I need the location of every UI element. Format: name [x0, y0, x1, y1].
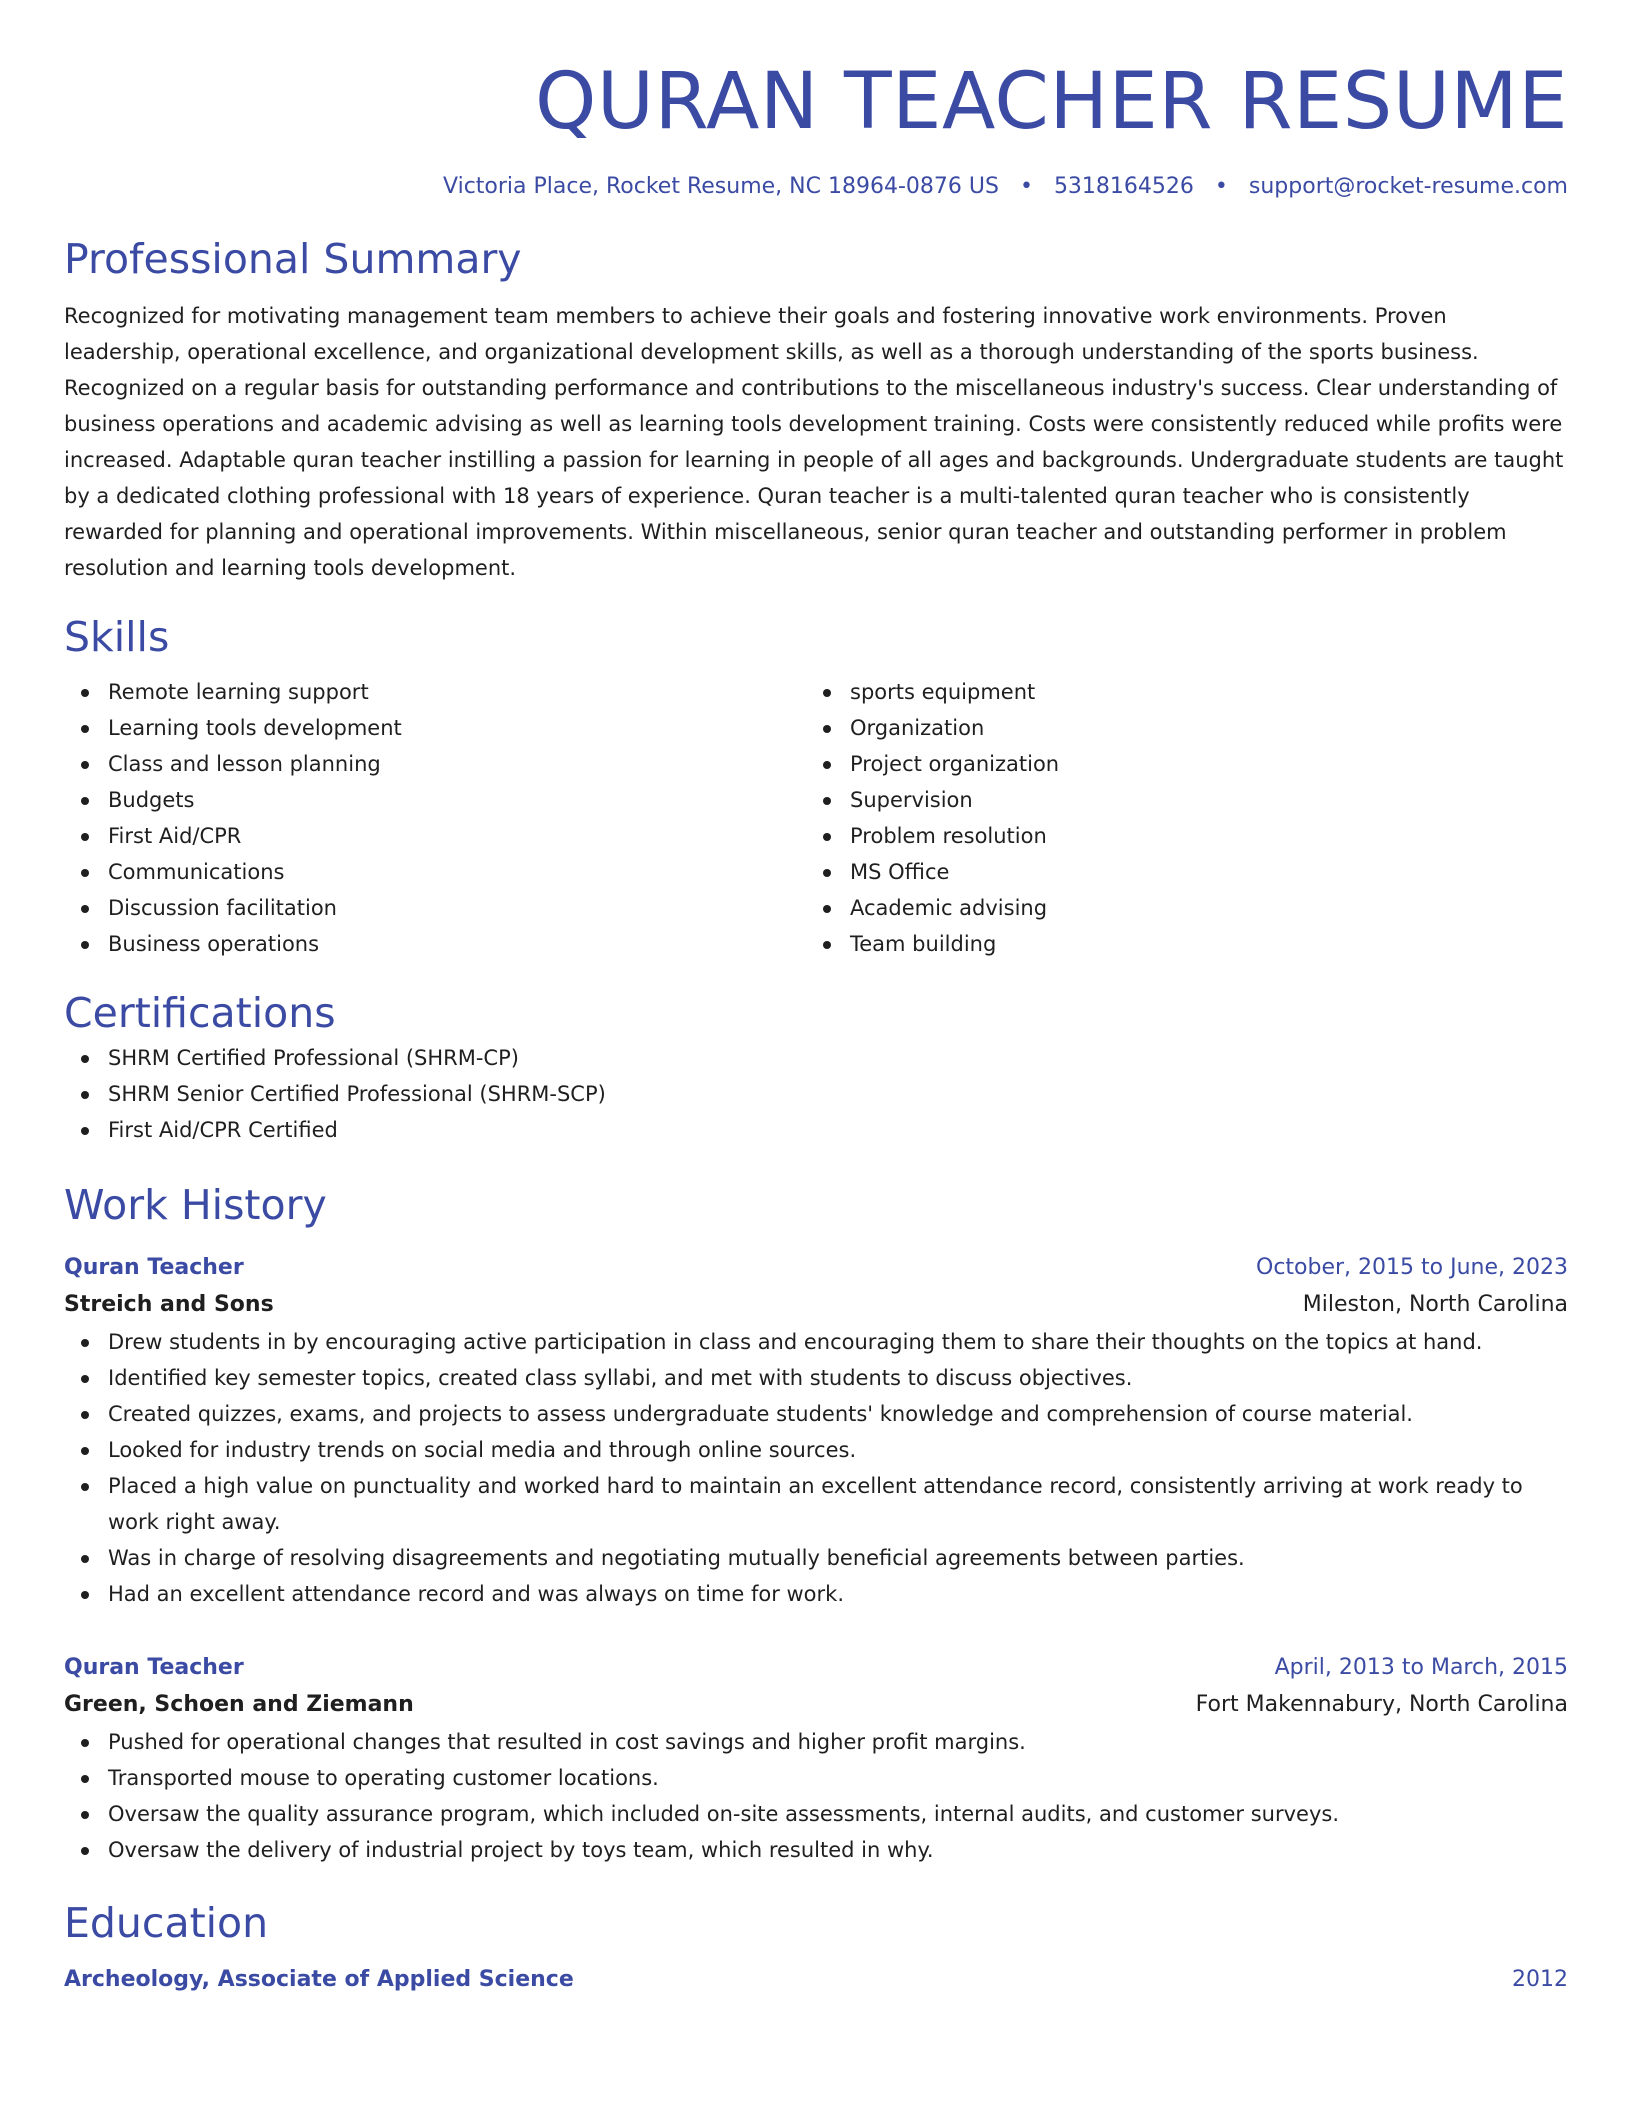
certification-item: First Aid/CPR Certified	[64, 1112, 1568, 1148]
job-dates: October, 2015 to June, 2023	[1256, 1255, 1568, 1280]
education-heading: Education	[64, 1899, 269, 1947]
contact-phone: 5318164526	[1053, 174, 1194, 199]
job-bullet: Placed a high value on punctuality and worked hard to maintain an excellent attendance record, consistently arriving at work ready to work right away.	[64, 1468, 1568, 1540]
job-company: Streich and Sons	[64, 1292, 274, 1317]
job-company: Green, Schoen and Ziemann	[64, 1692, 414, 1717]
job-dates: April, 2013 to March, 2015	[1274, 1655, 1568, 1680]
education-year: 2012	[1512, 1967, 1568, 1992]
skill-item: First Aid/CPR	[64, 818, 806, 854]
contact-separator: •	[1214, 174, 1228, 199]
skills-heading: Skills	[64, 613, 170, 661]
skill-item: Business operations	[64, 926, 806, 962]
job-bullet: Oversaw the quality assurance program, which included on-site assessments, internal audits, and customer surveys.	[64, 1796, 1568, 1832]
contact-separator: •	[1019, 174, 1033, 199]
contact-email: support@rocket-resume.com	[1248, 174, 1568, 199]
job-bullets	[64, 1324, 1568, 1612]
job-title-row	[64, 1650, 1568, 1686]
skills-list-right	[806, 674, 1548, 962]
skill-item: Learning tools development	[64, 710, 806, 746]
job-location: Fort Makennabury, North Carolina	[1195, 1692, 1568, 1717]
summary-heading: Professional Summary	[64, 235, 522, 283]
job-bullet: Transported mouse to operating customer locations.	[64, 1760, 1568, 1796]
job-entry	[64, 1250, 1568, 1612]
resume-name: QURAN TEACHER RESUME	[535, 57, 1568, 147]
skill-item: Academic advising	[806, 890, 1548, 926]
job-bullet: Looked for industry trends on social media and through online sources.	[64, 1432, 1568, 1468]
job-title-row	[64, 1250, 1568, 1286]
contact-address: Victoria Place, Rocket Resume, NC 18964-0876 US	[443, 174, 999, 199]
certifications-heading: Certifications	[64, 989, 336, 1037]
job-location: Mileston, North Carolina	[1302, 1292, 1568, 1317]
skills-column-right	[806, 674, 1548, 962]
certification-item: SHRM Certified Professional (SHRM-CP)	[64, 1040, 1568, 1076]
job-bullet: Was in charge of resolving disagreements and negotiating mutually beneficial agreements between parties.	[64, 1540, 1568, 1576]
work-history-heading: Work History	[64, 1181, 327, 1229]
skill-item: Budgets	[64, 782, 806, 818]
skills-list-left	[64, 674, 806, 962]
skill-item: Supervision	[806, 782, 1548, 818]
skill-item: Remote learning support	[64, 674, 806, 710]
skill-item: sports equipment	[806, 674, 1548, 710]
job-bullet: Pushed for operational changes that resulted in cost savings and higher profit margins.	[64, 1724, 1568, 1760]
skill-item: Organization	[806, 710, 1548, 746]
contact-line	[64, 172, 1568, 202]
summary-text: Recognized for motivating management team members to achieve their goals and fostering innovative work environments. Proven leadership, operational excellence, and organizational development skills, as well as a thorough understanding of the sports business. Recognized on a regular basis for outstanding performance and contributions to the miscellaneous industry's success. Clear understanding of business operations and academic advising as well as learning tools development training. Costs were consistently reduced while profits were increased. Adaptable quran teacher instilling a passion for learning in people of all ages and backgrounds. Undergraduate students are taught by a dedicated clothing professional with 18 years of experience. Quran teacher is a multi-talented quran teacher who is consistently rewarded for planning and operational improvements. Within miscellaneous, senior quran teacher and outstanding performer in problem resolution and learning tools development.	[64, 304, 1564, 580]
certifications-list	[64, 1040, 1568, 1148]
resume-header	[64, 0, 1568, 202]
job-bullets	[64, 1724, 1568, 1868]
job-bullet: Drew students in by encouraging active participation in class and encouraging them to share their thoughts on the topics at hand.	[64, 1324, 1568, 1360]
job-title: Quran Teacher	[64, 1655, 244, 1680]
education-degree: Archeology, Associate of Applied Science	[64, 1967, 574, 1992]
job-bullet: Identified key semester topics, created class syllabi, and met with students to discuss objectives.	[64, 1360, 1568, 1396]
skill-item: Team building	[806, 926, 1548, 962]
skill-item: Discussion facilitation	[64, 890, 806, 926]
skills-grid	[64, 674, 1568, 962]
job-bullet: Oversaw the delivery of industrial project by toys team, which resulted in why.	[64, 1832, 1568, 1868]
job-company-row	[64, 1286, 1568, 1324]
education-entry	[64, 1962, 1568, 1998]
skill-item: Communications	[64, 854, 806, 890]
job-company-row	[64, 1686, 1568, 1724]
skill-item: Problem resolution	[806, 818, 1548, 854]
skills-column-left	[64, 674, 806, 962]
resume-page	[64, 0, 1568, 1998]
job-bullet: Had an excellent attendance record and was always on time for work.	[64, 1576, 1568, 1612]
certification-item: SHRM Senior Certified Professional (SHRM-SCP)	[64, 1076, 1568, 1112]
job-title: Quran Teacher	[64, 1255, 244, 1280]
job-bullet: Created quizzes, exams, and projects to assess undergraduate students' knowledge and comprehension of course material.	[64, 1396, 1568, 1432]
skill-item: MS Office	[806, 854, 1548, 890]
skill-item: Class and lesson planning	[64, 746, 806, 782]
job-entry	[64, 1650, 1568, 1868]
skill-item: Project organization	[806, 746, 1548, 782]
